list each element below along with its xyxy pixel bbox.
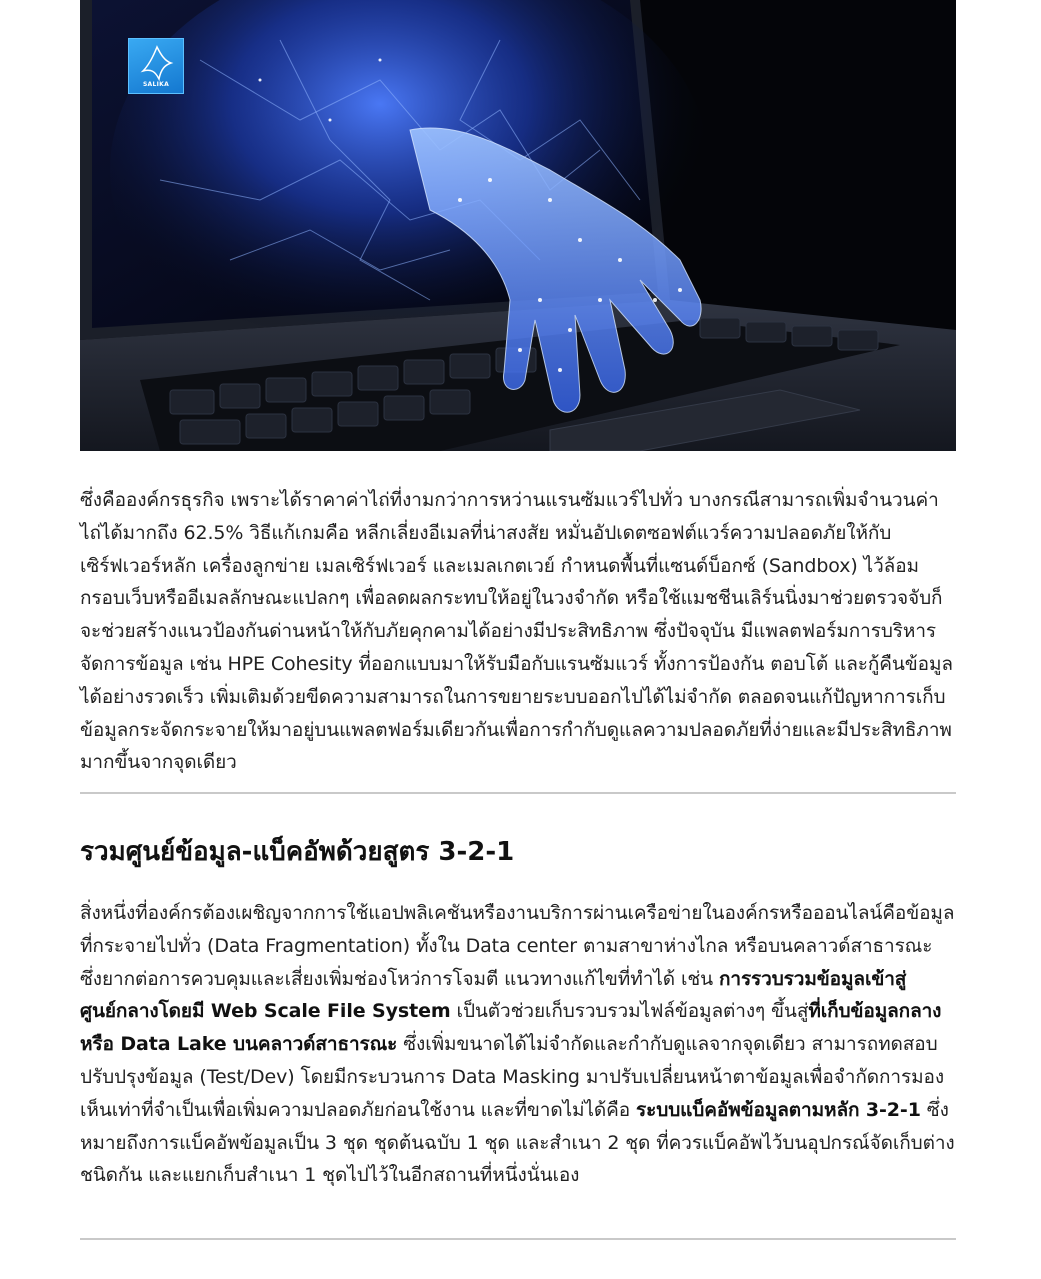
hacker-hand-laptop-icon xyxy=(80,0,956,451)
section-heading: รวมศูนย์ข้อมูล-แบ็คอัพด้วยสูตร 3-2-1 xyxy=(80,837,515,867)
text-segment: ซึ่งหมายถึงการแบ็คอัพข้อมูลเป็น 3 ชุด ชุดต้นฉบับ 1 ชุด และสำเนา 2 ชุด ที่ควรแบ็คอัพไว้บนอุปกรณ์จัดเก็บต่างชนิดกัน และแยกเก็บสำเนา 1 ชุดไปไว้ในอีกสถานที่หนึ่งนั่นเอง xyxy=(80,1098,955,1187)
bold-phrase: ที่เก็บข้อมูลกลาง หรือ Data Lake บนคลาวด์สาธารณะ xyxy=(80,1000,942,1056)
divider xyxy=(80,792,956,794)
text-segment: สิ่งหนึ่งที่องค์กรต้องเผชิญจากการใช้แอปพลิเคชันหรืองานบริการผ่านเครือข่ายในองค์กรหรือออนไลน์คือข้อมูลที่กระจายไปทั่ว (Data Fragmentation) ทั้งใน Data center ตามสาขาห่างไกล หรือบนคลาวด์สาธารณะ ซึ่งยากต่อการควบคุมและเสี่ยงเพิ่มช่องโหว่การโจมตี แนวทางแก้ไขที่ทำได้ เช่น xyxy=(80,902,955,990)
bold-phrase: การรวบรวมข้อมูลเข้าสู่ศูนย์กลางโดยมี Web Scale File System xyxy=(80,967,907,1023)
text-segment: เป็นตัวช่วยเก็บรวบรวมไฟล์ข้อมูลต่างๆ ขึ้นสู่ xyxy=(450,1000,809,1023)
salika-logo xyxy=(128,38,184,94)
text-segment: ซึ่งเพิ่มขนาดได้ไม่จำกัดและกำกับดูแลจากจุดเดียว สามารถทดสอบปรับปรุงข้อมูล (Test/Dev) โดยมีกระบวนการ Data Masking มาปรับเปลี่ยนหน้าตาข้อมูลเพื่อจำกัดการมองเห็นเท่าที่จำเป็นเพื่อเพิ่มความปลอดภัยก่อนใช้งาน และที่ขาดไม่ได้คือ xyxy=(80,1033,944,1121)
logo-text: SALIKA xyxy=(142,81,170,88)
intro-paragraph: ซึ่งคือองค์กรธุรกิจ เพราะได้ราคาค่าไถ่ที่งามกว่าการหว่านแรนซัมแวร์ไปทั่ว บางกรณีสามารถเพิ่มจำนวนค่าไถ่ได้มากถึง 62.5% วิธีแก้เกมคือ หลีกเลี่ยงอีเมลที่น่าสงสัย หมั่นอัปเดตซอฟต์แวร์ความปลอดภัยให้กับเซิร์ฟเวอร์หลัก เครื่องลูกข่าย เมลเซิร์ฟเวอร์ และเมลเกตเวย์ กำหนดพื้นที่แซนด์บ็อกซ์ (Sandbox) ไว้ล้อมกรอบเว็บหรืออีเมลลักษณะแปลกๆ เพื่อลดผลกระทบให้อยู่ในวงจำกัด หรือใช้แมชชีนเลิร์นนิ่งมาช่วยตรวจจับก็จะช่วยสร้างแนวป้องกันด่านหน้าให้กับภัยคุกคามได้อย่างมีประสิทธิภาพ ซึ่งปัจจุบัน มีแพลตฟอร์มการบริหารจัดการข้อมูล เช่น HPE Cohesity ที่ออกแบบมาให้รับมือกับแรนซัมแวร์ ทั้งการป้องกัน ตอบโต้ และกู้คืนข้อมูลได้อย่างรวดเร็ว เพิ่มเติมด้วยขีดความสามารถในการขยายระบบออกไปได้ไม่จำกัด ตลอดจนแก้ปัญหาการเก็บข้อมูลกระจัดกระจายให้มาอยู่บนแพลตฟอร์มเดียวกันเพื่อการกำกับดูแลความปลอดภัยที่ง่ายและมีประสิทธิภาพมากขึ้นจากจุดเดียว xyxy=(80,489,953,774)
divider xyxy=(80,1238,956,1240)
hero-image xyxy=(80,0,956,451)
bold-phrase: ระบบแบ็คอัพข้อมูลตามหลัก 3-2-1 xyxy=(636,1098,921,1121)
section-paragraph xyxy=(80,897,956,1192)
